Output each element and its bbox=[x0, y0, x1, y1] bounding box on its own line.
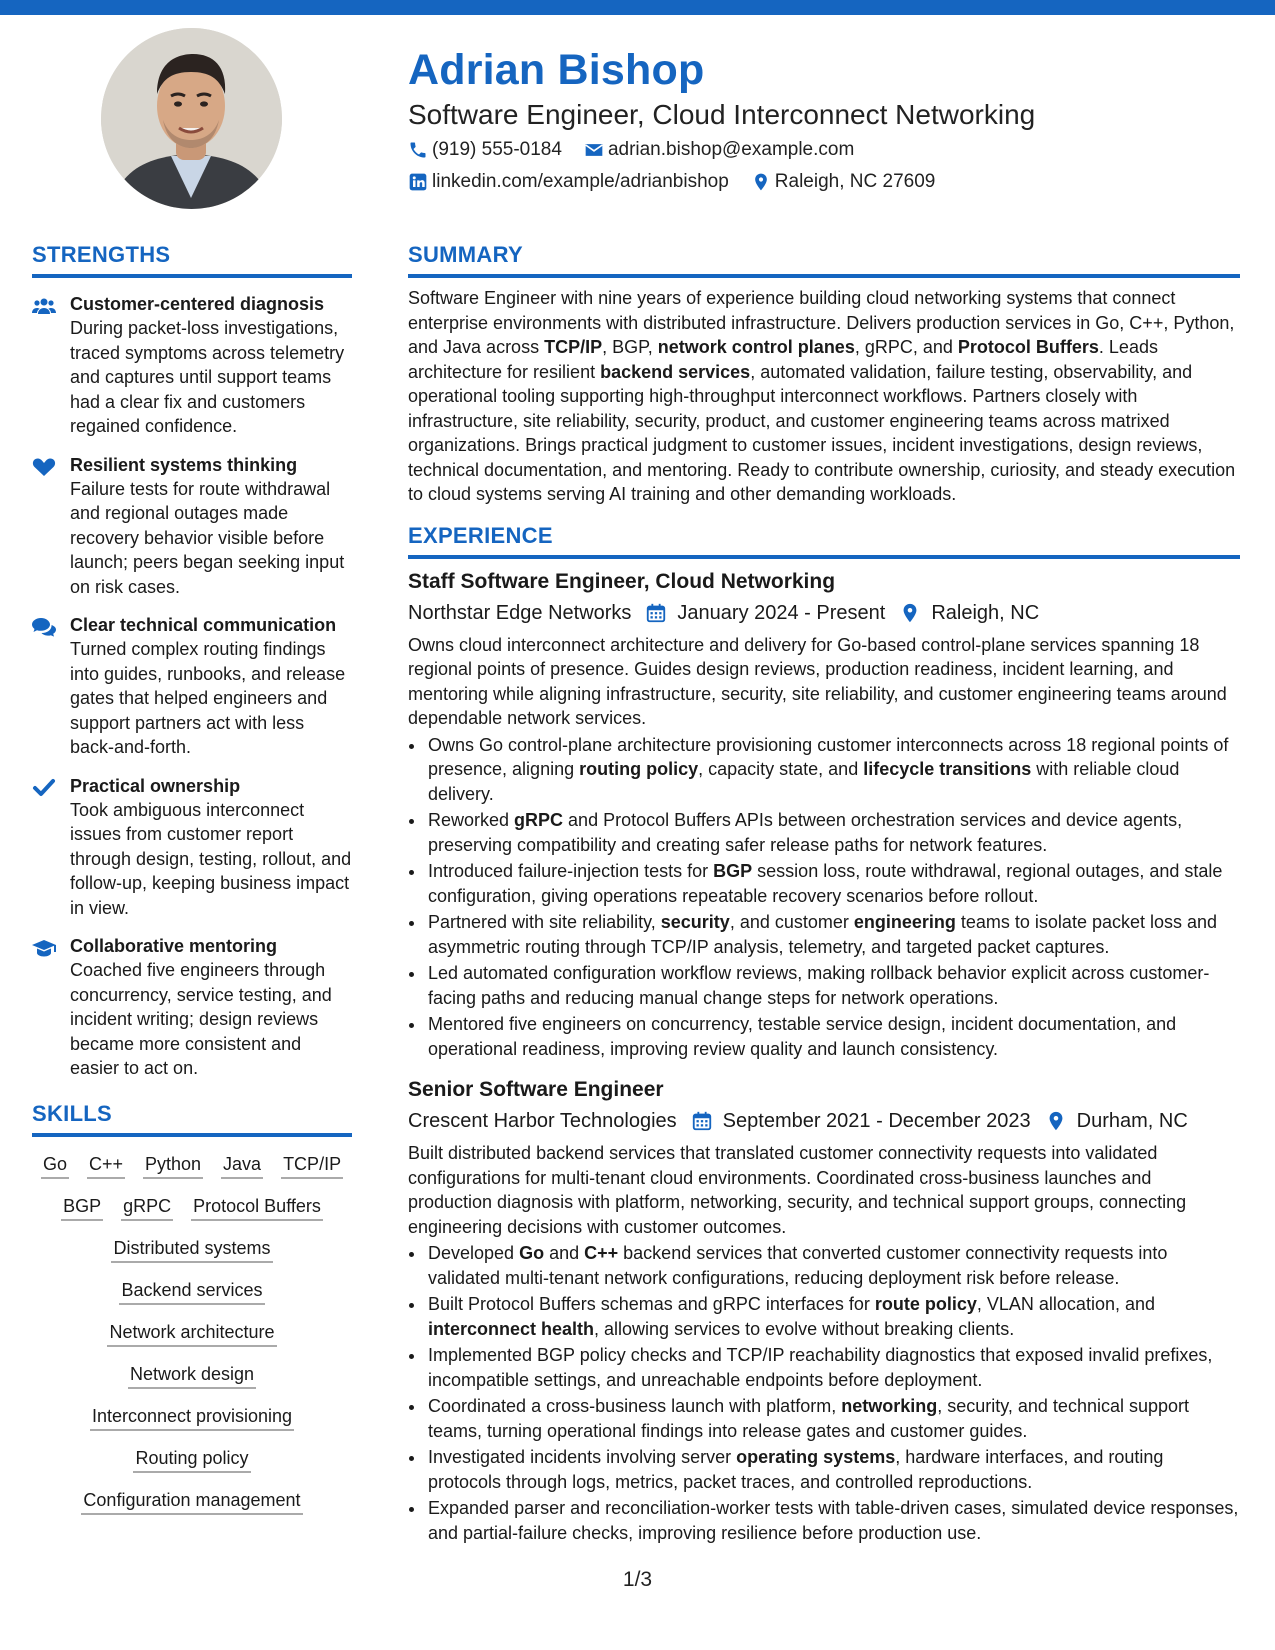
bold-text: engineering bbox=[853, 912, 956, 932]
job-dates-text: January 2024 - Present bbox=[677, 601, 886, 624]
job-dates bbox=[691, 1105, 1031, 1137]
text-run: Implemented BGP policy checks and TCP/IP reachability diagnostics that exposed invalid prefixes, incompatible settings, and unreachable endpoints before deployment. bbox=[428, 1345, 1213, 1390]
strength-title: Clear technical communication bbox=[70, 615, 337, 635]
experience-heading: EXPERIENCE bbox=[408, 521, 1240, 559]
bold-text: Go bbox=[519, 1243, 545, 1263]
text-run: , VLAN allocation, and bbox=[976, 1294, 1156, 1314]
skill-tag: Java bbox=[221, 1151, 263, 1179]
linkedin[interactable] bbox=[408, 166, 729, 198]
bold-text: networking bbox=[841, 1396, 938, 1416]
summary-heading: SUMMARY bbox=[408, 240, 1240, 278]
candidate-name: Adrian Bishop bbox=[408, 46, 705, 94]
bullet-item bbox=[426, 1445, 1240, 1494]
job-dates-text: September 2021 - December 2023 bbox=[722, 1110, 1031, 1132]
skill-tag: BGP bbox=[61, 1193, 103, 1221]
skill-row bbox=[32, 1193, 352, 1221]
text-run: Reworked bbox=[428, 810, 515, 830]
skill-rows bbox=[32, 1151, 352, 1515]
text-run: , security, and technical support teams, turning operational findings into release gates and customer guides. bbox=[428, 1396, 1190, 1441]
profile-photo bbox=[101, 28, 282, 209]
text-run: Partnered with site reliability, bbox=[428, 912, 661, 932]
phone[interactable] bbox=[408, 134, 562, 166]
strength-item bbox=[32, 934, 352, 1081]
job-location bbox=[899, 597, 1039, 629]
company: Northstar Edge Networks bbox=[408, 601, 632, 624]
map-marker-icon bbox=[899, 602, 921, 624]
text-run: Coordinated a cross-business launch with platform, bbox=[428, 1396, 842, 1416]
bold-text: BGP bbox=[713, 861, 753, 881]
strengths-heading: STRENGTHS bbox=[32, 240, 352, 278]
text-run: , and customer bbox=[729, 912, 854, 932]
job-location-text: Raleigh, NC bbox=[931, 601, 1040, 624]
bullet-item bbox=[426, 1012, 1240, 1061]
skill-tag: TCP/IP bbox=[281, 1151, 343, 1179]
bold-text: lifecycle transitions bbox=[863, 759, 1032, 779]
job-title: Senior Software Engineer bbox=[408, 1078, 664, 1101]
contact-row-1 bbox=[408, 134, 1248, 166]
text-run: Investigated incidents involving server bbox=[428, 1447, 737, 1467]
bold-text: security bbox=[660, 912, 730, 932]
text-run: session loss, route withdrawal, regional outages, and stale configuration, giving operations repeatable recovery scenarios before rollout. bbox=[428, 861, 1223, 906]
skill-row bbox=[32, 1277, 352, 1305]
job-location bbox=[1045, 1105, 1188, 1137]
strength-item bbox=[32, 453, 352, 600]
job-title: Staff Software Engineer, Cloud Networking bbox=[408, 569, 836, 593]
header bbox=[408, 40, 1248, 198]
page-number: 1/3 bbox=[622, 1568, 653, 1591]
text-run: Mentored five engineers on concurrency, testable service design, incident documentation, and operational readiness, improving review quality and launch consistency. bbox=[428, 1014, 1177, 1059]
bold-text: route policy bbox=[874, 1294, 977, 1314]
skill-tag: Protocol Buffers bbox=[191, 1193, 323, 1221]
text-run: , gRPC, and bbox=[854, 337, 958, 357]
skill-row bbox=[32, 1319, 352, 1347]
skill-tag: Backend services bbox=[119, 1277, 264, 1305]
bullet-item bbox=[426, 859, 1240, 908]
job-description: Built distributed backend services that translated customer connectivity requests into validated configurations for multi-tenant cloud environments. Coordinated cross-business launches and production diagnosis with platform, networking, security, and technical support groups, connecting engineering decisions with customer outcomes. bbox=[408, 1143, 1187, 1237]
strength-title: Customer-centered diagnosis bbox=[70, 294, 325, 314]
candidate-title: Software Engineer, Cloud Interconnect Networking bbox=[408, 99, 1036, 130]
job-bullets bbox=[408, 1241, 1240, 1545]
bold-text: TCP/IP bbox=[544, 337, 603, 357]
contact-row-2 bbox=[408, 166, 1248, 198]
email[interactable] bbox=[584, 134, 854, 166]
email-text: adrian.bishop@example.com bbox=[607, 139, 855, 160]
company: Crescent Harbor Technologies bbox=[408, 1110, 677, 1132]
skill-row bbox=[32, 1487, 352, 1515]
skill-tag: Network design bbox=[128, 1361, 256, 1389]
skills-section bbox=[32, 1099, 352, 1515]
bullet-item bbox=[426, 910, 1240, 959]
job-location-text: Durham, NC bbox=[1076, 1110, 1188, 1132]
map-marker-icon bbox=[1045, 1110, 1067, 1132]
text-run: Expanded parser and reconciliation-worker tests with table-driven cases, simulated device responses, and partial-failure checks, improving resilience before production use. bbox=[428, 1498, 1239, 1543]
text-run: . Leads architecture for resilient bbox=[408, 337, 1158, 382]
bullet-item bbox=[426, 1241, 1240, 1290]
text-run: with reliable cloud delivery. bbox=[428, 759, 1180, 804]
strength-desc: Coached five engineers through concurrency, service testing, and incident writing; design reviews became more consistent and easier to act on. bbox=[70, 960, 332, 1078]
text-run: , automated validation, failure testing, observability, and operational tooling supporting high-throughput interconnect workflows. Partners closely with infrastructure, site reliability, security, product, and customer engineering teams across matrixed organizations. Brings practical judgment to customer issues, incident investigations, design reviews, technical documentation, and mentoring. Ready to contribute ownership, curiosity, and steady execution to cloud systems serving AI training and other demanding workloads. bbox=[408, 361, 1236, 504]
skill-tag: Python bbox=[143, 1151, 203, 1179]
experience-section bbox=[408, 521, 1240, 1546]
heart-icon bbox=[32, 457, 56, 477]
job-entry bbox=[408, 1075, 1240, 1545]
users-icon bbox=[32, 296, 56, 316]
skill-tag: Go bbox=[41, 1151, 69, 1179]
location bbox=[751, 166, 936, 198]
bold-text: network control planes bbox=[657, 337, 855, 357]
bullet-item bbox=[426, 1292, 1240, 1341]
location-text: Raleigh, NC 27609 bbox=[774, 171, 936, 192]
text-run: , BGP, bbox=[602, 337, 658, 357]
phone-text: (919) 555-0184 bbox=[432, 139, 562, 160]
bold-text: backend services bbox=[600, 361, 751, 382]
calendar-icon bbox=[691, 1110, 713, 1132]
skill-row bbox=[32, 1235, 352, 1263]
right-column bbox=[408, 240, 1240, 1547]
skill-tag: Network architecture bbox=[107, 1319, 276, 1347]
bold-text: C++ bbox=[584, 1243, 619, 1263]
linkedin-text: linkedin.com/example/adrianbishop bbox=[432, 171, 729, 192]
text-run: , hardware interfaces, and routing protocols through logs, metrics, packet traces, and controlled reproductions. bbox=[428, 1447, 1164, 1492]
text-run: , capacity state, and bbox=[698, 759, 864, 779]
bold-text: Protocol Buffers bbox=[957, 337, 1099, 357]
skill-tag: gRPC bbox=[121, 1193, 173, 1221]
bold-text: routing policy bbox=[579, 759, 699, 779]
skill-row bbox=[32, 1403, 352, 1431]
skill-tag: Routing policy bbox=[133, 1445, 250, 1473]
text-run: backend services that converted customer connectivity requests into validated multi-tenant network configurations, reducing deployment risk before release. bbox=[428, 1243, 1168, 1288]
linkedin-icon bbox=[408, 172, 428, 192]
strength-desc: During packet-loss investigations, traced symptoms across telemetry and captures until support teams had a clear fix and customers regained confidence. bbox=[70, 318, 345, 436]
strength-item bbox=[32, 774, 352, 921]
skill-tag: C++ bbox=[87, 1151, 125, 1179]
map-marker-icon bbox=[751, 172, 771, 192]
job-bullets bbox=[408, 733, 1240, 1062]
calendar-icon bbox=[645, 602, 667, 624]
text-run: and Protocol Buffers APIs between orchestration services and device agents, preserving compatibility and creating safer release paths for network features. bbox=[428, 810, 1183, 855]
skill-row bbox=[32, 1445, 352, 1473]
job-entry bbox=[408, 567, 1240, 1062]
check-icon bbox=[32, 778, 56, 798]
text-run: Developed bbox=[428, 1243, 520, 1263]
bullet-item bbox=[426, 1496, 1240, 1545]
bullet-item bbox=[426, 1343, 1240, 1392]
skill-tag: Interconnect provisioning bbox=[90, 1403, 294, 1431]
text-run: Software Engineer with nine years of experience building cloud networking systems that connect enterprise environments with distributed infrastructure. Delivers production services in Go, C++, Python, and Java across bbox=[408, 288, 1235, 357]
text-run: teams to isolate packet loss and asymmetric routing through TCP/IP analysis, telemetry, and targeted packet captures. bbox=[428, 912, 1218, 957]
phone-icon bbox=[408, 140, 428, 160]
bullet-item bbox=[426, 961, 1240, 1010]
bold-text: interconnect health bbox=[428, 1318, 595, 1339]
bold-text: operating systems bbox=[736, 1447, 896, 1467]
bullet-item bbox=[426, 1394, 1240, 1443]
job-meta bbox=[408, 597, 1240, 629]
skills-heading: SKILLS bbox=[32, 1099, 352, 1137]
strength-desc: Turned complex routing findings into guides, runbooks, and release gates that helped engineers and support partners act with less back-and-forth. bbox=[70, 639, 346, 757]
strength-desc: Took ambiguous interconnect issues from customer report through design, testing, rollout, and follow-up, keeping business impact in view. bbox=[70, 799, 352, 918]
left-column bbox=[32, 240, 352, 1515]
summary-text bbox=[408, 286, 1240, 507]
skill-row bbox=[32, 1361, 352, 1389]
top-accent-bar bbox=[0, 0, 1275, 15]
text-run: Built Protocol Buffers schemas and gRPC interfaces for bbox=[428, 1294, 875, 1314]
skill-row bbox=[32, 1151, 352, 1179]
bold-text: gRPC bbox=[514, 810, 564, 830]
text-run: Owns Go control-plane architecture provisioning customer interconnects across 18 regional points of presence, aligning bbox=[428, 734, 1229, 779]
job-dates bbox=[645, 597, 885, 629]
strength-title: Practical ownership bbox=[70, 775, 241, 796]
bullet-item bbox=[426, 733, 1240, 807]
envelope-icon bbox=[584, 140, 604, 160]
text-run: , allowing services to evolve without breaking clients. bbox=[594, 1318, 1015, 1339]
text-run: and bbox=[544, 1243, 585, 1263]
skill-tag: Configuration management bbox=[81, 1487, 302, 1515]
comments-icon bbox=[32, 617, 56, 637]
job-description: Owns cloud interconnect architecture and delivery for Go-based control-plane services spanning 18 regional points of presence. Guides design reviews, production readiness, incident learning, and mentoring while aligning infrastructure, security, site reliability, and customer engineering teams around dependable network services. bbox=[408, 634, 1227, 728]
skill-tag: Distributed systems bbox=[111, 1235, 272, 1263]
strength-desc: Failure tests for route withdrawal and regional outages made recovery behavior visible before launch; peers began seeking input on risk cases. bbox=[70, 478, 345, 597]
strength-item bbox=[32, 292, 352, 439]
strength-title: Resilient systems thinking bbox=[70, 454, 298, 475]
text-run: Led automated configuration workflow reviews, making rollback behavior explicit across customer-facing paths and reducing manual change steps for network operations. bbox=[428, 963, 1210, 1008]
job-meta bbox=[408, 1105, 1240, 1137]
bullet-item bbox=[426, 808, 1240, 857]
text-run: Introduced failure-injection tests for bbox=[428, 861, 714, 881]
strength-title: Collaborative mentoring bbox=[70, 936, 278, 956]
graduation-cap-icon bbox=[32, 938, 56, 958]
strength-item bbox=[32, 613, 352, 760]
